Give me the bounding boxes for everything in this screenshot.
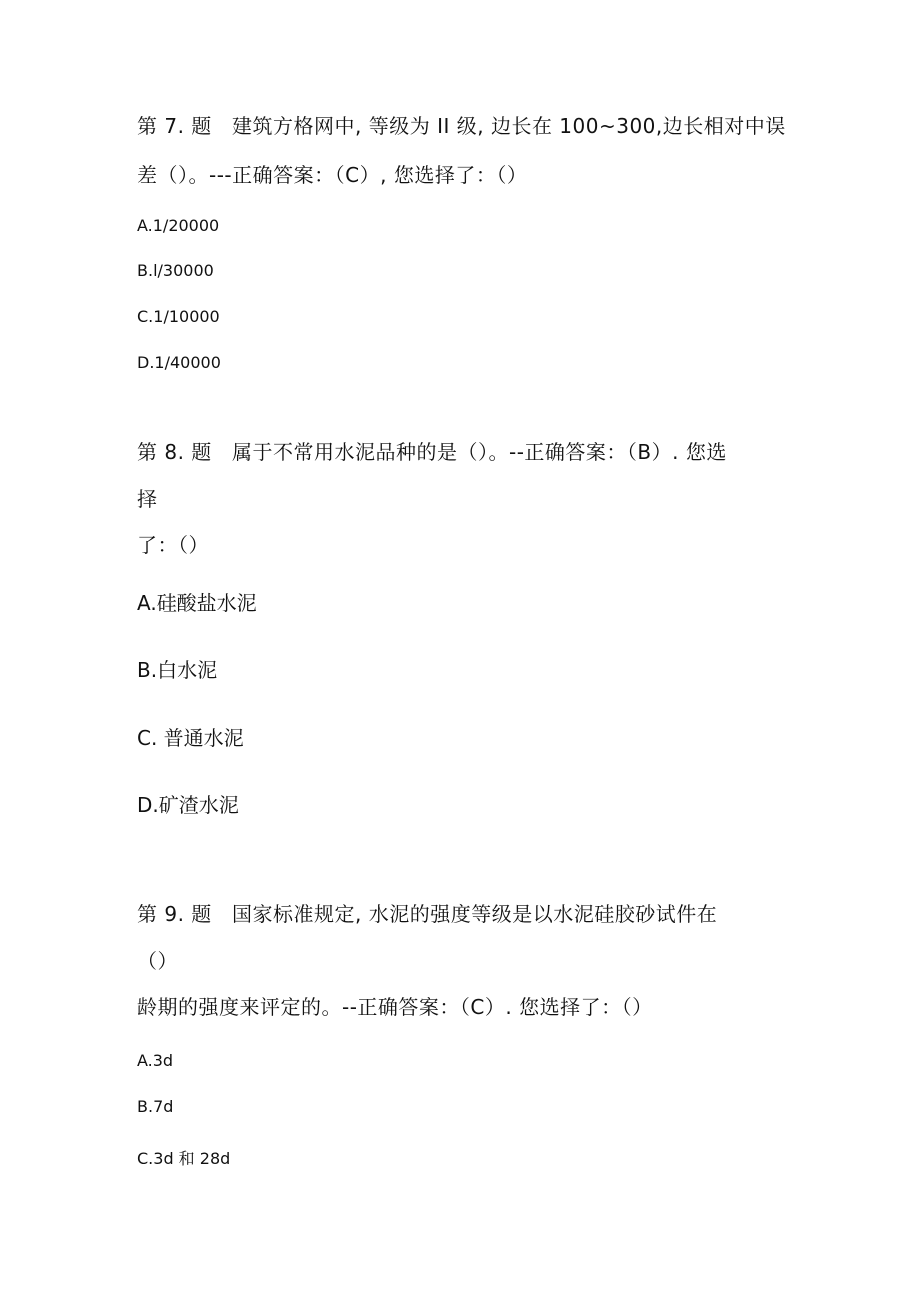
question-9-text-1: 国家标准规定, 水泥的强度等级是以水泥硅胶砂试件在 xyxy=(232,902,718,926)
question-7-option-d: D.1/40000 xyxy=(137,353,221,372)
question-9-line-1 xyxy=(137,904,717,924)
question-7-number: 第 7. 题 xyxy=(137,114,212,138)
question-9-option-b: B.7d xyxy=(137,1097,174,1116)
question-8-text-2: 择 xyxy=(137,487,158,511)
question-8-text-1: 属于不常用水泥品种的是（）。--正确答案：（B）. 您选 xyxy=(232,440,727,464)
question-8-option-c: C. 普通水泥 xyxy=(137,726,244,750)
question-7-line-1 xyxy=(137,116,786,136)
question-7-option-a: A.1/20000 xyxy=(137,216,220,235)
question-8-option-b: B.白水泥 xyxy=(137,658,218,682)
question-7-text-1: 建筑方格网中, 等级为 II 级, 边长在 100~300,边长相对中误 xyxy=(232,114,786,138)
question-9-number: 第 9. 题 xyxy=(137,902,212,926)
question-9-text-3: 龄期的强度来评定的。--正确答案：（C）. 您选择了：（） xyxy=(137,995,653,1019)
question-8-text-3: 了：（） xyxy=(137,533,209,557)
question-9-text-2: （） xyxy=(137,949,178,973)
question-7-option-b: B.l/30000 xyxy=(137,261,214,280)
question-8-line-1 xyxy=(137,442,727,462)
question-8-option-a: A.硅酸盐水泥 xyxy=(137,591,257,615)
question-8-option-d: D.矿渣水泥 xyxy=(137,793,239,817)
question-8-number: 第 8. 题 xyxy=(137,440,212,464)
question-7-option-c: C.1/10000 xyxy=(137,307,220,326)
question-9-option-a: A.3d xyxy=(137,1051,174,1070)
question-7-text-2: 差（）。---正确答案：（C）, 您选择了：（） xyxy=(137,163,528,187)
question-9-option-c: C.3d 和 28d xyxy=(137,1149,231,1168)
